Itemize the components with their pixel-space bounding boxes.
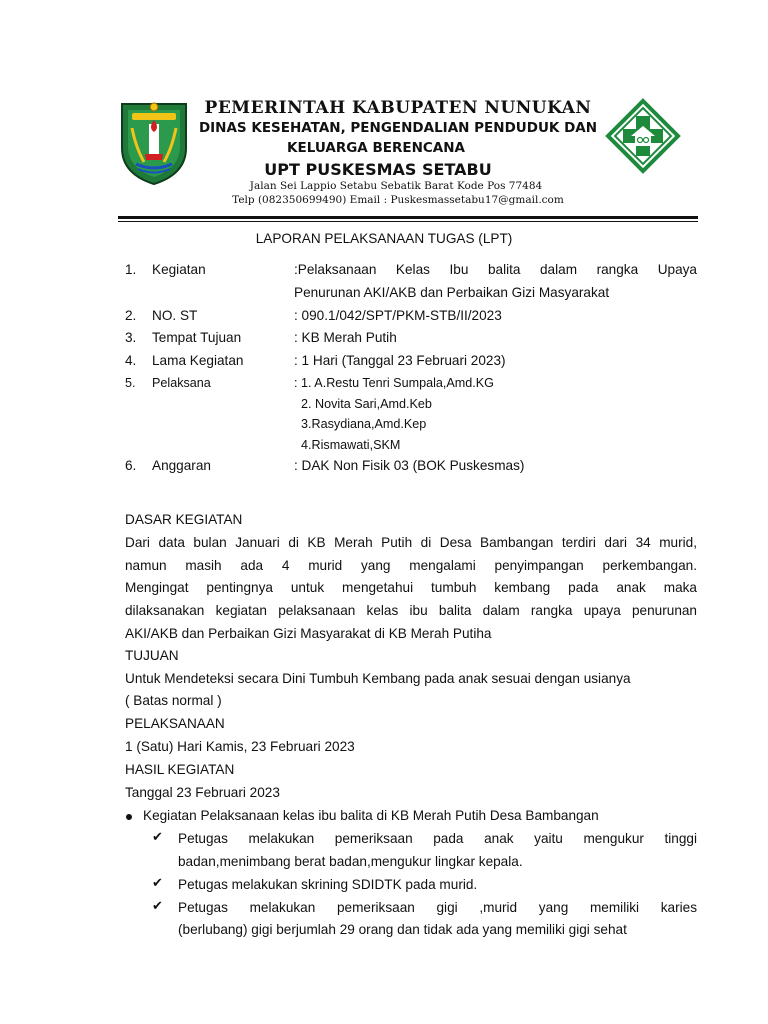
detail-row-no-st bbox=[0, 308, 768, 328]
detail-row-pelaksana-cont bbox=[0, 397, 768, 417]
letterhead-rule-thick bbox=[118, 216, 698, 219]
detail-row-pelaksana-cont bbox=[0, 438, 768, 458]
health-cross-house-icon bbox=[605, 98, 681, 174]
bullet-item: Kegiatan Pelaksanaan kelas ibu balita di KB Merah Putih Desa Bambangan bbox=[143, 808, 599, 823]
paragraph-line: Tanggal 23 Februari 2023 bbox=[125, 785, 280, 800]
paragraph-line: 1 (Satu) Hari Kamis, 23 Februari 2023 bbox=[125, 739, 355, 754]
detail-value-line: :Pelaksanaan Kelas Ibu balita dalam rangka Upaya bbox=[294, 262, 697, 277]
detail-number: 6. bbox=[125, 458, 137, 473]
detail-value: : 090.1/042/SPT/PKM-STB/II/2023 bbox=[294, 308, 502, 323]
section-heading: HASIL KEGIATAN bbox=[125, 762, 235, 777]
check-item-line: badan,menimbang berat badan,mengukur lingkar kepala. bbox=[178, 854, 523, 869]
detail-value-line: 3.Rasydiana,Amd.Kep bbox=[294, 417, 427, 431]
letterhead bbox=[0, 90, 768, 225]
paragraph-line: Untuk Mendeteksi secara Dini Tumbuh Kembang pada anak sesuai dengan usianya bbox=[125, 671, 631, 686]
detail-number: 2. bbox=[125, 308, 137, 323]
detail-row-tempat-tujuan bbox=[0, 330, 768, 350]
detail-row-lama-kegiatan bbox=[0, 353, 768, 373]
report-title: LAPORAN PELAKSANAAN TUGAS (LPT) bbox=[255, 231, 513, 246]
section-heading: TUJUAN bbox=[125, 648, 179, 663]
paragraph-line: namun masih ada 4 murid yang mengalami penyimpangan perkembangan. bbox=[125, 558, 697, 573]
letterhead-unit-name: UPT PUSKESMAS SETABU bbox=[264, 160, 492, 179]
letterhead-government-name: PEMERINTAH KABUPATEN NUNUKAN bbox=[204, 98, 592, 118]
detail-row-kegiatan bbox=[0, 262, 768, 282]
checkmark-icon: ✔ bbox=[152, 899, 163, 914]
detail-row-anggaran bbox=[0, 458, 768, 478]
paragraph-line: dilaksanakan kegiatan pelaksanaan kelas ibu balita dalam rangka upaya penurunan bbox=[125, 603, 697, 618]
section-heading: DASAR KEGIATAN bbox=[125, 512, 243, 527]
detail-value-line: 2. Novita Sari,Amd.Keb bbox=[294, 397, 432, 411]
detail-row-pelaksana bbox=[0, 376, 768, 396]
detail-label: Lama Kegiatan bbox=[152, 353, 244, 368]
detail-row-kegiatan-cont bbox=[0, 285, 768, 305]
letterhead-department-line1: DINAS KESEHATAN, PENGENDALIAN PENDUDUK DAN bbox=[198, 120, 598, 136]
detail-number: 5. bbox=[125, 376, 136, 390]
paragraph-line: Dari data bulan Januari di KB Merah Putih di Desa Bambangan terdiri dari 34 murid, bbox=[125, 535, 697, 550]
detail-label: Pelaksana bbox=[152, 376, 211, 390]
paragraph-line: ( Batas normal ) bbox=[125, 693, 222, 708]
detail-label: Anggaran bbox=[152, 458, 211, 473]
section-heading: PELAKSANAAN bbox=[125, 716, 225, 731]
letterhead-rule-thin bbox=[118, 221, 698, 222]
detail-number: 1. bbox=[125, 262, 137, 277]
detail-label: NO. ST bbox=[152, 308, 198, 323]
detail-number: 4. bbox=[125, 353, 137, 368]
detail-value: : KB Merah Putih bbox=[294, 330, 397, 345]
detail-label: Kegiatan bbox=[152, 262, 206, 277]
detail-row-pelaksana-cont bbox=[0, 417, 768, 437]
detail-label: Tempat Tujuan bbox=[152, 330, 242, 345]
detail-value-line: : 1. A.Restu Tenri Sumpala,Amd.KG bbox=[294, 376, 494, 390]
detail-value: : 1 Hari (Tanggal 23 Februari 2023) bbox=[294, 353, 506, 368]
detail-value: : DAK Non Fisik 03 (BOK Puskesmas) bbox=[294, 458, 525, 473]
detail-number: 3. bbox=[125, 330, 137, 345]
bullet-dot-icon bbox=[126, 814, 132, 820]
check-item-line: (berlubang) gigi berjumlah 29 orang dan tidak ada yang memiliki gigi sehat bbox=[178, 922, 627, 937]
check-item-line: Petugas melakukan skrining SDIDTK pada murid. bbox=[178, 877, 478, 892]
check-item-line: Petugas melakukan pemeriksaan gigi ,murid yang memiliki karies bbox=[178, 900, 697, 915]
paragraph-line: AKI/AKB dan Perbaikan Gizi Masyarakat di KB Merah Putiha bbox=[125, 626, 492, 641]
detail-value-line: 4.Rismawati,SKM bbox=[294, 438, 401, 452]
checkmark-icon: ✔ bbox=[152, 876, 163, 891]
paragraph-line: Mengingat pentingnya untuk mengetahui tumbuh kembang pada anak maka bbox=[125, 580, 697, 595]
detail-value-line: Penurunan AKI/AKB dan Perbaikan Gizi Masyarakat bbox=[294, 285, 610, 300]
letterhead-address: Jalan Sei Lappio Setabu Sebatik Barat Kode Pos 77484 bbox=[249, 180, 543, 192]
checkmark-icon: ✔ bbox=[152, 830, 163, 845]
check-item-line: Petugas melakukan pemeriksaan pada anak yaitu mengukur tinggi bbox=[178, 831, 697, 846]
letterhead-contact: Telp (082350699490) Email : Puskesmassetabu17@gmail.com bbox=[232, 194, 564, 206]
letterhead-department-line2: KELUARGA BERENCANA bbox=[287, 140, 465, 156]
